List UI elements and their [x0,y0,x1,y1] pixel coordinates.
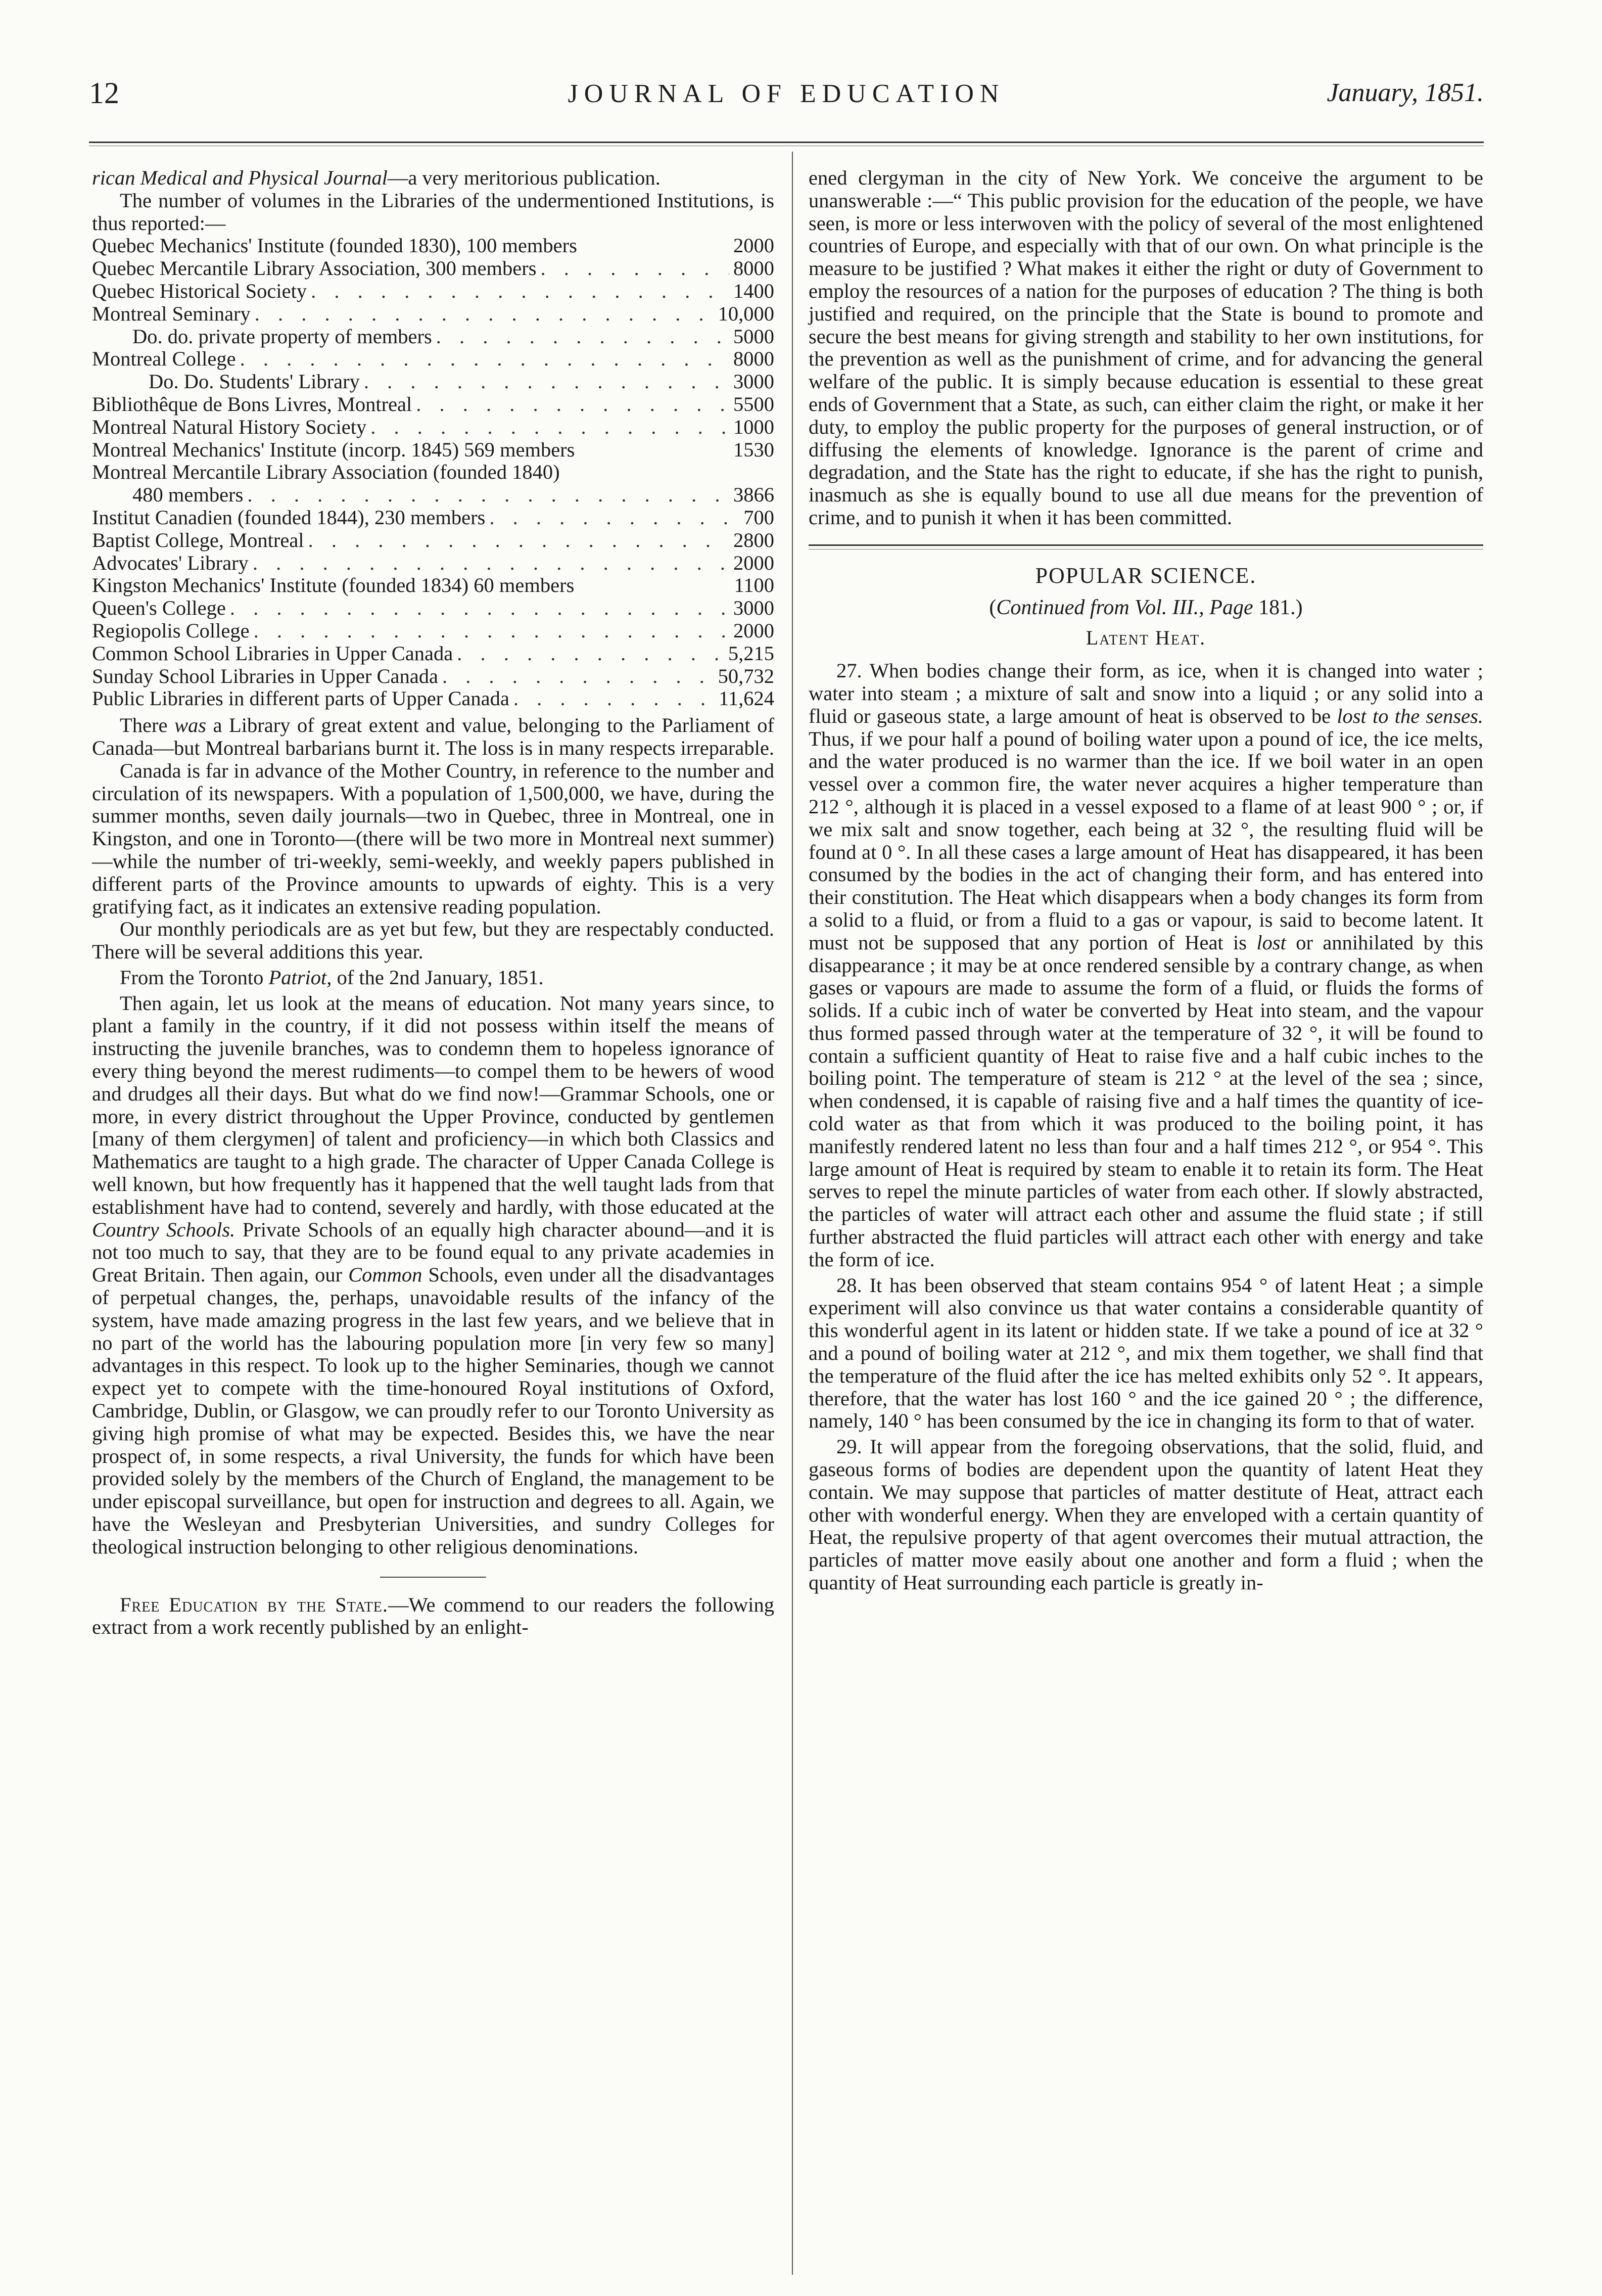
institution-name: Sunday School Libraries in Upper Canada [92,664,438,687]
page-number: 12 [89,76,119,110]
institution-row [92,439,774,462]
left-column [92,167,774,1639]
paragraph-27 [809,660,1483,1271]
leader-dots [253,552,729,575]
institution-row [92,280,774,303]
volume-count: 1000 [733,415,774,438]
volume-count: 2000 [733,234,774,257]
leader-dots [254,620,729,642]
institution-name: Baptist College, Montreal [92,528,304,552]
institution-name: Institut Canadien (founded 1844), 230 members [92,506,486,529]
institution-name: Bibliothêque de Bons Livres, Montreal [92,392,412,416]
volume-count: 3000 [733,370,774,393]
volume-count: 2000 [733,619,774,642]
header-rule [89,142,1484,143]
journal-name-italic: rican Medical and Physical Journal [92,166,388,189]
subtitle-open: ( [989,595,997,619]
institution-name: Quebec Mechanics' Institute (founded 1830), 100 members [92,234,577,257]
volume-count: 5,215 [728,641,774,665]
institution-name: Do. Do. Students' Library [149,370,360,393]
continued-paragraph: ened clergyman in the city of New York. We conceive the argument to be unanswerable :—“ This public provision for the education of the people, we have seen, is more or less interwoven with the policy of several of the most enlightened countries of Europe, and especially with that of our own. On what principle is the measure to be justified ? What makes it either the right or duty of Government to employ the resources of a nation for the purposes of education ? The thing is both justified and required, on the principle that the State is bound to promote and secure the best means for giving strength and stability to her own institutions, for the prevention as well as the punishment of crime, and for advancing the general welfare of the public. It is simply because education is essential to these great ends of Government that a State, as such, can either claim the right, or make it her duty, to employ the public property for the purposes of general instruction, or of diffusing the elements of knowledge. Ignorance is the parent of crime and degradation, and the State has the right to educate, if she has the right to punish, inasmuch as she is equally bound to use all due means for the prevention of crime, and to punish it when it has been committed. [809,166,1483,529]
leader-dots [230,597,729,620]
volume-count: 3000 [733,596,774,620]
institution-row [92,393,774,416]
leader-dots [416,393,729,416]
column-divider [792,152,793,2275]
institution-row [92,235,774,257]
volume-count: 1530 [733,438,774,461]
education-paragraph [92,992,774,1558]
institution-row [92,303,774,326]
institution-name: Public Libraries in different parts of Upper Canada [92,687,509,710]
paragraph-28: 28. It has been observed that steam contains 954 ° of latent Heat ; a simple experiment will also convince us that water contains a considerable quantity of this wonderful agent in its latent or hidden state. If we take a pound of ice at 32 ° and a pound of boiling water at 212 °, and mix them together, we shall find that the temperature of the fluid after the ice has melted exhibits only 52 °. It appears, therefore, that the water has lost 160 ° and the ice gained 20 ° ; the difference, namely, 140 ° has been consumed by the ice in changing its form to that of water. [809,1273,1483,1433]
volume-count: 1400 [733,279,774,302]
volume-count: 700 [743,506,774,529]
source-patriot: Patriot, [268,966,332,989]
volume-count: 8000 [733,257,774,280]
source-line [92,967,774,989]
newspapers-paragraph: Canada is far in advance of the Mother Country, in reference to the number and circulation of its newspapers. With a population of 1,500,000, we have, during the summer months, seven daily journals—two in Quebec, three in Montreal, one in Kingston, and one in Toronto—(there will be two more in Montreal next summer)—while the number of tri-weekly, semi-weekly, and weekly papers published in different parts of the Province amounts to upwards of eighty. This is a very gratifying fact, as it indicates an extensive reading population. [92,759,774,918]
volumes-intro: The number of volumes in the Libraries of the undermentioned Institutions, is thus reported:— [92,189,774,235]
leader-dots [364,371,729,393]
section-heading: Latent Heat. [1086,626,1206,650]
section-rule [380,1577,486,1578]
institution-row [92,507,774,529]
education-text-2: Private Schools of an equally high character abound—and it is not too much to say, that they are to be found equal to any private academies in Great Britain. Then again, our [92,1218,774,1287]
institution-name: Montreal Natural History Society [92,415,367,438]
leader-dots [308,529,729,552]
institution-row [92,642,774,665]
leader-dots [240,348,729,371]
volume-count: 10,000 [718,302,774,325]
section-rule-thick [809,544,1483,546]
institution-row [92,348,774,371]
free-education-heading: Free Education by the State. [120,1593,389,1616]
intro-rest: —a very meritorious publication. [387,166,661,189]
periodicals-paragraph: Our monthly periodicals are as yet but few, but they are respectably conducted. There will be several additions this year. [92,917,774,963]
institution-row [92,620,774,642]
intro-paragraph [92,167,774,190]
institution-row [92,461,774,484]
subtitle-italic: Continued from Vol. III., Page [996,595,1253,619]
source-text-b: of the 2nd January, 1851. [332,966,544,989]
section-subtitle [809,596,1483,619]
institution-name: Quebec Historical Society [92,279,307,302]
library-text-b: a Library of great extent and value, belonging to the Parliament of Canada—but Montreal barbarians burnt it. The loss is in many respects irreparable. [92,714,774,759]
institution-row [92,416,774,439]
volume-count: 2000 [733,551,774,574]
leader-dots [513,687,715,710]
library-text-a: There [120,714,174,737]
institution-name: Common School Libraries in Upper Canada [92,641,453,665]
leader-dots [489,507,739,529]
volume-count: 5500 [733,392,774,416]
education-text-1: Then again, let us look at the means of education. Not many years since, to plant a family in the country, if it did not possess within itself the means of instructing the juvenile branches, was to condemn them to hopeless ignorance of every thing beyond the merest rudiments—to compel them to be hewers of wood and drudges all their days. But what do we find now!—Grammar Schools, one or more, in every district throughout the Upper Province, conducted by gentlemen [many of them clergymen] of talent and proficiency—in which both Classics and Mathematics are taught to a high grade. The character of Upper Canada College is well known, but how frequently has it happened that the well taught lads from that establishment have had to contend, severely and hardly, with those educated at the [92,991,774,1218]
institution-row [92,574,774,597]
institution-row [92,665,774,688]
issue-date: January, 1851. [1327,78,1484,107]
p27-text-b: Thus, if we pour half a pound of boiling water upon a pound of ice, the ice melts, and the water produced is no warmer than the ice. If we boil water in an open vessel over a common fire, the water never acquires a higher temperature than 212 °, although it is placed in a vessel exposed to a flame of at least 900 ° ; or, if we mix salt and snow together, each being at 32 °, the resulting fluid will be found at 0 °. In all these cases a large amount of Heat has disappeared, it has been consumed by the bodies in the act of changing their form, and has entered into their constitution. The Heat which disappears when a body changes its form from a solid to a fluid, or from a fluid to a gas or vapour, is said to become latent. It must not be supposed that any portion of Heat is [809,727,1483,954]
institution-name: Regiopolis College [92,619,250,642]
institution-name: 480 members [132,483,244,507]
leader-dots [311,280,729,303]
right-column [809,167,1483,1594]
paragraph-29: 29. It will appear from the foregoing observations, that the solid, fluid, and gaseous forms of bodies are dependent upon the quantity of latent Heat they contain. We may suppose that particles of matter destitute of Heat, attract each other with wonderful energy. When they are enveloped with a certain quantity of Heat, the repulsive property of that agent overcomes their mutual attraction, the particles of matter move easily about one another and form a fluid ; when the quantity of Heat surrounding each particle is greatly in- [809,1435,1483,1594]
leader-dots [255,303,714,326]
institution-name: Montreal Seminary [92,302,251,325]
institution-row [92,687,774,710]
section-title: POPULAR SCIENCE. [1035,563,1257,588]
volume-count: 8000 [733,347,774,371]
journal-title: JOURNAL OF EDUCATION [568,79,1005,108]
institution-row [92,371,774,393]
institution-name: Queen's College [92,596,226,620]
volume-count: 2800 [733,528,774,552]
institutions-list [92,235,774,710]
institution-name: Montreal Mechanics' Institute (incorp. 1845) 569 members [92,438,575,461]
p27-lost-to-senses: lost to the senses. [1337,704,1484,727]
institution-name: Do. do. private property of members [132,325,432,348]
institution-row [92,529,774,552]
p27-text-c: or annihilated by this disappearance ; it may be at once rendered sensible by a contrary change, as when gases or vapours are made to assume the form of a fluid, or fluids the forms of solids. If a cubic inch of water be converted by Heat into steam, and the vapour thus formed passed through water at the temperature of 32 °, it will be found to contain a sufficient quantity of Heat to raise five and a half cubic inches to the boiling point. The temperature of steam is 212 ° at the level of the sea ; since, when condensed, it is capable of raising five and a half times the quantity of ice-cold water as that from which it was produced to the boiling point, it has manifestly rendered latent no less than four and a half times 212 °, or 954 °. This large amount of Heat is required by steam to enable it to retain its form. The Heat serves to repel the minute particles of water from each other. If slowly abstracted, the particles of water will attract each other and assume the fluid state ; if still further abstracted the fluid particles will attract each other with energy and take the form of ice. [809,931,1483,1271]
leader-dots [247,484,729,507]
education-common: Common [348,1263,422,1287]
source-text-a: From the Toronto [120,966,269,989]
institution-row [92,552,774,575]
volume-count: 50,732 [718,664,774,687]
institution-row [92,484,774,507]
volume-count: 3866 [733,483,774,507]
subtitle-close: 181.) [1253,595,1303,619]
education-text-3: Schools, even under all the disadvantages of perpetual changes, the, perhaps, unavoidable results of the infancy of the system, have made amazing progress in the last few years, and we believe that in no part of the world has the labouring population more [in very few so many] advantages in this respect. To look up to the higher Seminaries, though we cannot expect yet to compete with the time-honoured Royal institutions of Oxford, Cambridge, Dublin, or Glasgow, we can proudly refer to our Toronto University as giving high promise of what may be expected. Besides this, we have the near prospect of, in some respects, a rival University, the funds for which have been provided solely by the members of the Church of England, the management to be under episcopal surveillance, but open for instruction and degrees to all. Again, we have the Wesleyan and Presbyterian Universities, and sundry Colleges for theological instruction belonging to other religious denominations. [92,1263,774,1558]
leader-dots [436,326,729,348]
p27-text-a: 27. When bodies change their form, as ice, when it is changed into water ; water into steam ; a mixture of salt and snow into a liquid ; or any solid into a fluid or gaseous state, a large amount of heat is observed to be [809,659,1483,727]
institution-name: Quebec Mercantile Library Association, 300 members [92,257,537,280]
institution-name: Kingston Mechanics' Institute (founded 1834) 60 members [92,574,575,597]
institution-row [92,257,774,280]
free-education-text: —We commend to our readers the following extract from a work recently published by an enlight- [92,1593,774,1639]
institution-name: Montreal Mercantile Library Association (founded 1840) [92,461,560,484]
volume-count: 1100 [734,574,774,597]
free-education-paragraph [92,1594,774,1639]
education-country-schools: Country Schools. [92,1218,235,1241]
institution-row [92,597,774,620]
volume-count: 11,624 [719,687,774,710]
library-was: was [174,714,206,737]
institution-row [92,326,774,348]
volume-count: 5000 [733,325,774,348]
p27-lost: lost [1256,931,1286,954]
library-paragraph [92,714,774,760]
institution-name: Montreal College [92,347,236,371]
institution-name: Advocates' Library [92,551,249,574]
leader-dots [370,416,729,439]
leader-dots [540,257,729,280]
page-header [89,76,1484,116]
leader-dots [442,665,714,688]
leader-dots [457,642,724,665]
